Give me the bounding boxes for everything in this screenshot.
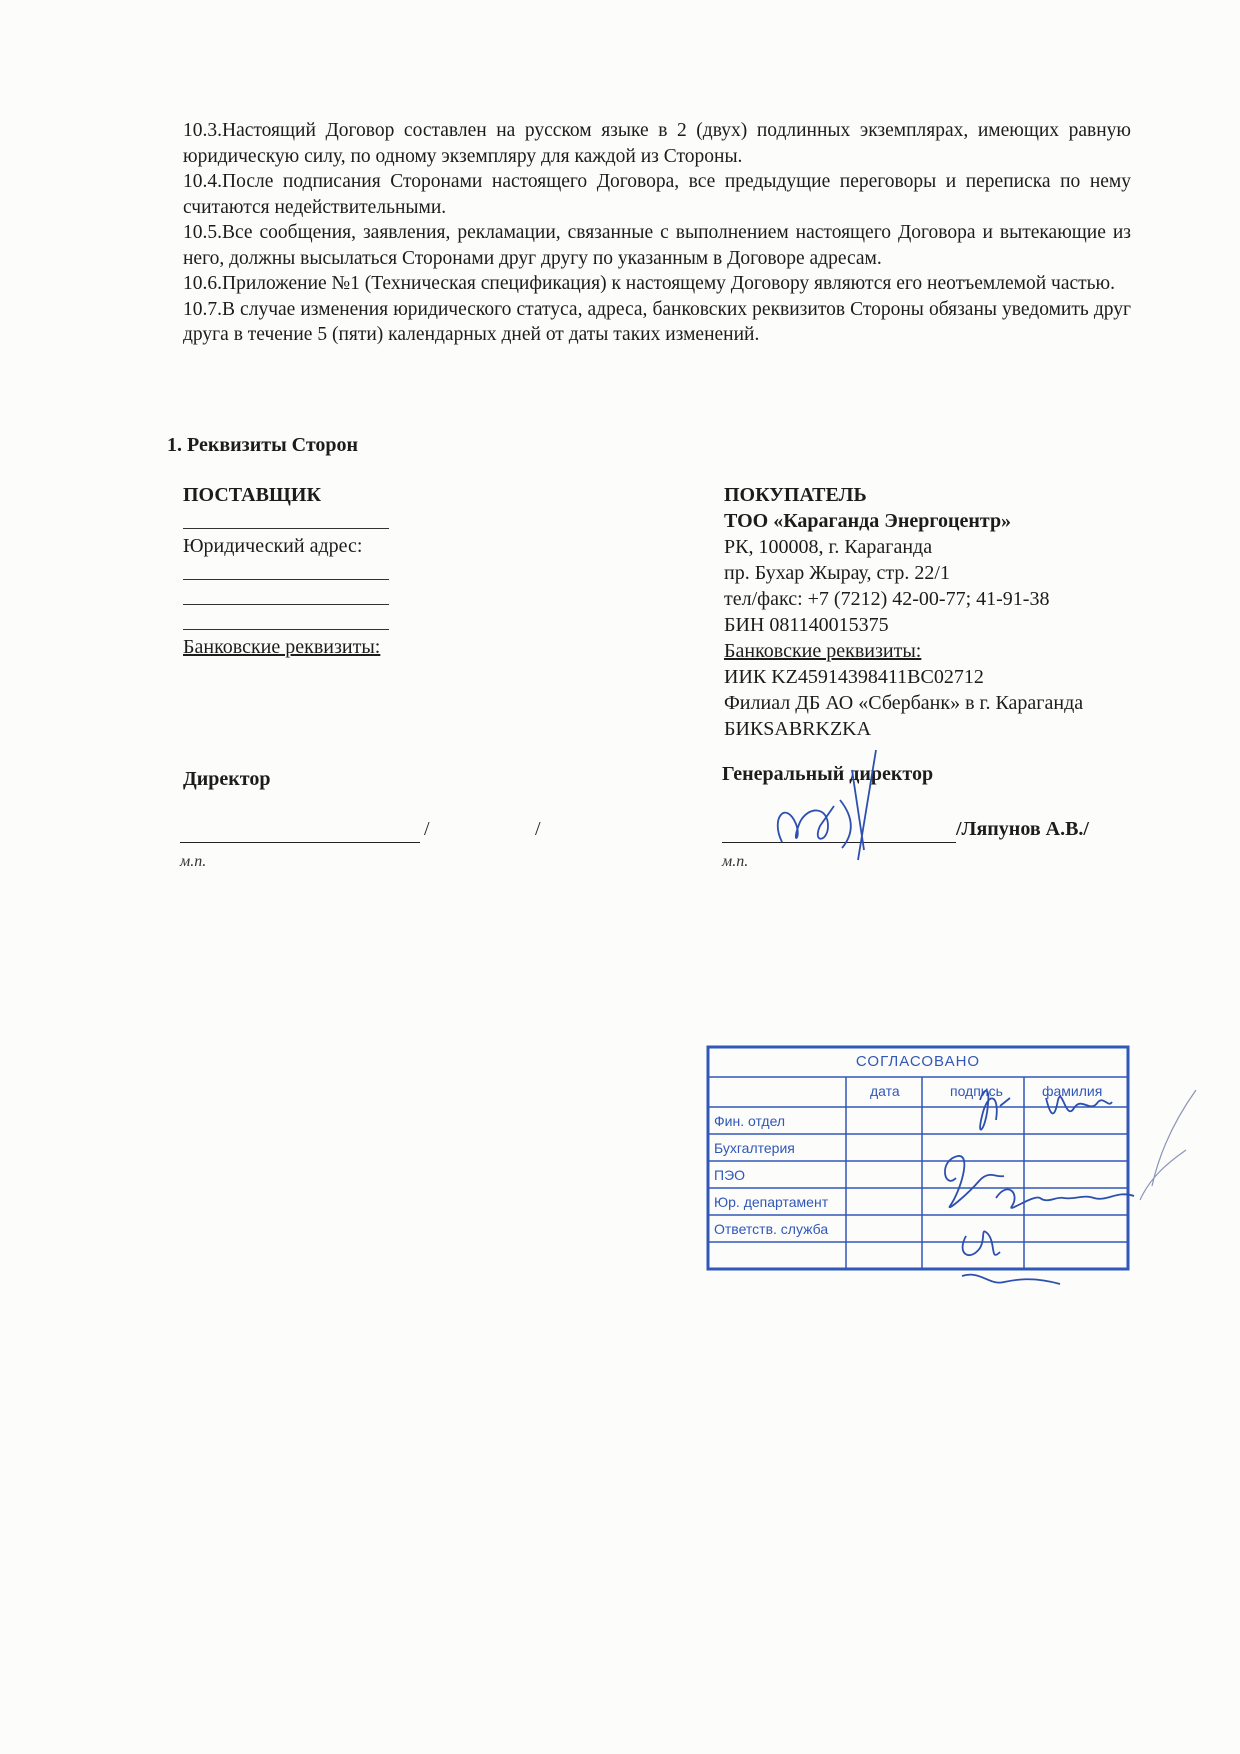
stamp-col-surname: фамилия [1042, 1083, 1103, 1099]
supplier-slash-2: / [535, 818, 541, 840]
approval-signature-responsible [962, 1231, 1060, 1284]
clause-10-7: 10.7.В случае изменения юридического статуса, адреса, банковских реквизитов Стороны обязаны уведомить друг друга в течение 5 (пяти) календарных дней от даты таких изменений. [183, 298, 1131, 345]
clause-10-4: 10.4.После подписания Сторонами настоящего Договора, все предыдущие переговоры и переписка по нему считаются недействительными. [183, 171, 1131, 218]
clause-10-3: 10.3.Настоящий Договор составлен на русском языке в 2 (двух) подлинных экземплярах, имеющих равную юридическую силу, по одному экземпляру для каждой из Стороны. [183, 120, 1131, 167]
supplier-stamp-place: м.п. [180, 853, 207, 870]
approval-signature-peo [945, 1156, 1004, 1207]
section-title: 1. Реквизиты Сторон [167, 434, 359, 456]
buyer-header: ПОКУПАТЕЛЬ [724, 484, 867, 506]
stamp-col-signature: подпись [950, 1083, 1003, 1099]
clause-10-5: 10.5.Все сообщения, заявления, рекламации, связанные с выполнением настоящего Договора и вытекающие из него, должны высылаться Сторонами друг другу по указанным в Договоре адресам. [183, 222, 1131, 269]
approval-surname-finance [1046, 1097, 1112, 1114]
approval-stamp-title: СОГЛАСОВАНО [855, 1053, 981, 1070]
buyer-company: ТОО «Караганда Энергоцентр» [724, 510, 1012, 532]
buyer-bik: БИКSABRKZKA [724, 718, 872, 740]
supplier-legal-address-label: Юридический адрес: [183, 535, 363, 557]
clause-10-6: 10.6.Приложение №1 (Техническая спецификация) к настоящему Договору являются его неотъемлемой частью. [183, 273, 1115, 294]
stamp-col-date: дата [870, 1083, 900, 1099]
margin-signature-mark [1140, 1090, 1196, 1200]
approval-surname-legal [996, 1189, 1134, 1208]
buyer-bank-label: Банковские реквизиты: [724, 640, 922, 662]
buyer-stamp-place: м.п. [722, 853, 749, 870]
supplier-slash-1: / [424, 818, 430, 840]
buyer-phone: тел/факс: +7 (7212) 42-00-77; 41-91-38 [724, 588, 1050, 610]
stamp-row-peo: ПЭО [714, 1167, 746, 1183]
stamp-row-accounting: Бухгалтерия [714, 1140, 795, 1156]
supplier-director-title: Директор [183, 768, 271, 790]
stamp-row-finance: Фин. отдел [714, 1113, 786, 1129]
buyer-iik: ИИК KZ45914398411BC02712 [724, 666, 984, 688]
buyer-director-signature [778, 750, 876, 860]
buyer-bin: БИН 081140015375 [724, 614, 889, 636]
buyer-director-title: Генеральный директор [722, 763, 934, 785]
buyer-bank-name: Филиал ДБ АО «Сбербанк» в г. Караганда [724, 692, 1084, 714]
stamp-row-responsible: Ответств. служба [714, 1221, 829, 1237]
supplier-bank-label: Банковские реквизиты: [183, 636, 381, 658]
stamp-row-legal: Юр. департамент [714, 1194, 829, 1210]
buyer-address-line-2: пр. Бухар Жырау, стр. 22/1 [724, 562, 950, 584]
approval-signature-finance [980, 1091, 1010, 1130]
buyer-signatory-name: /Ляпунов А.В./ [956, 818, 1089, 840]
supplier-header: ПОСТАВЩИК [183, 484, 321, 506]
buyer-address-line-1: РК, 100008, г. Караганда [724, 536, 933, 558]
